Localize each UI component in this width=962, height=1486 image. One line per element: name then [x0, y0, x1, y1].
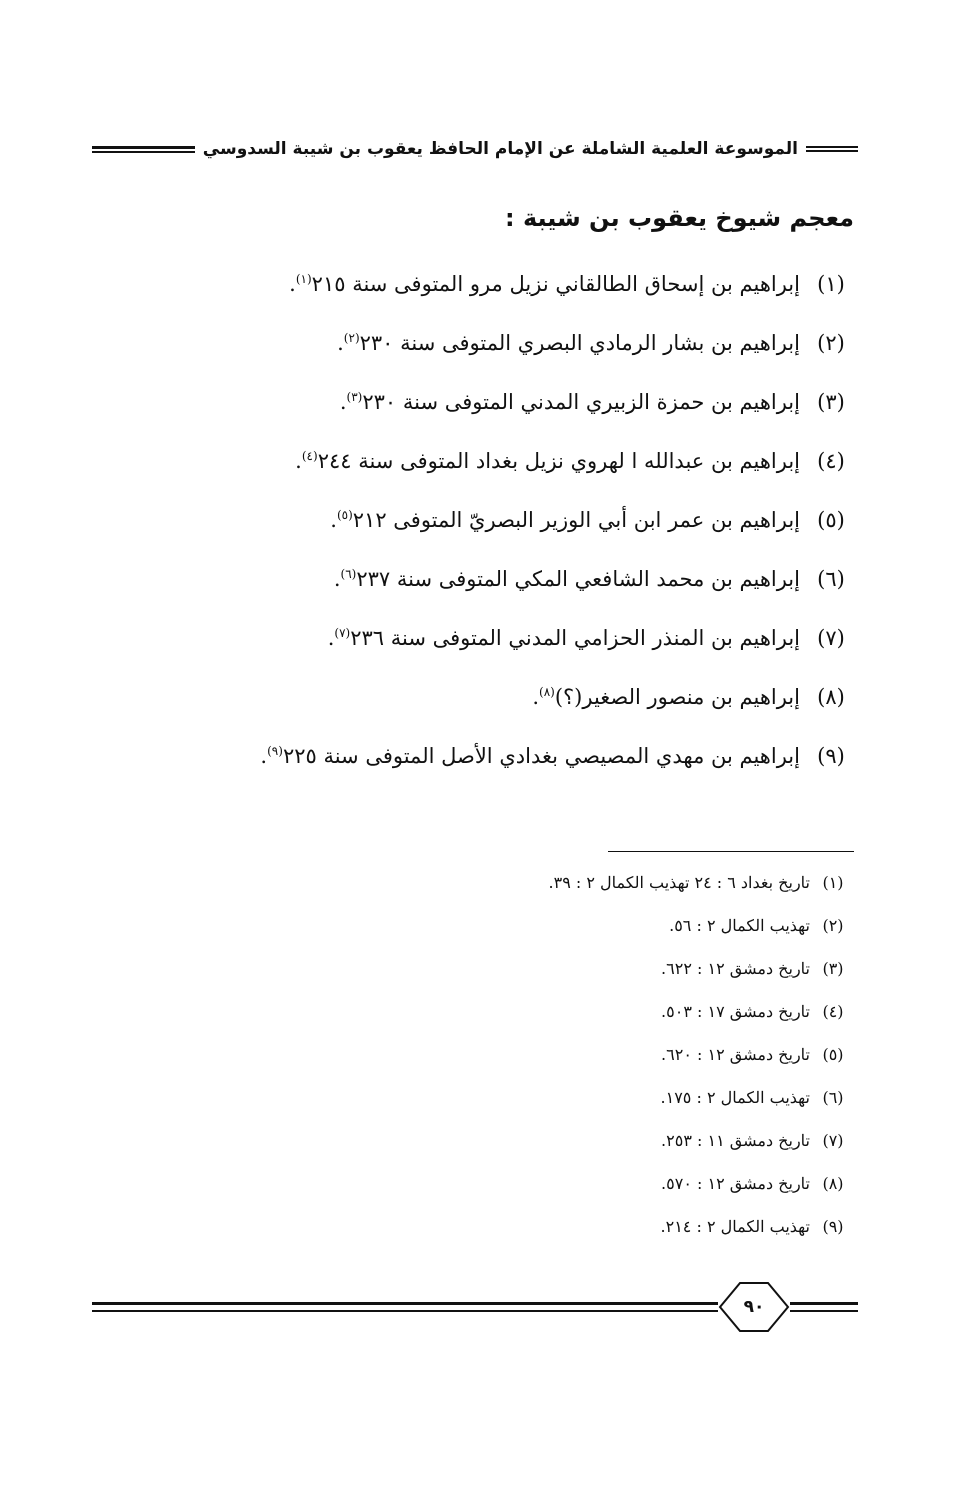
footnote-number: (٧) [822, 1131, 844, 1150]
entry-end: . [532, 685, 539, 709]
footnote-item [356, 1131, 856, 1174]
section-heading: معجم شيوخ يعقوب بن شيبة : [505, 204, 854, 232]
footer-rule-left [92, 1302, 718, 1312]
entry-body: إبراهيم بن محمد الشافعي المكي المتوفى سنة ٢٣٧ [356, 567, 800, 591]
entry-text [330, 508, 800, 532]
footnote-text: تهذيب الكمال ٢ : ٥٦. [669, 916, 810, 935]
entry-end: . [295, 449, 302, 473]
entry-text [260, 744, 800, 768]
footnote-number: (٣) [822, 959, 844, 978]
entry-number: (٦) [817, 567, 845, 591]
entry-item [142, 331, 862, 390]
entry-item [142, 390, 862, 449]
entry-body: إبراهيم بن عبدالله ا لهروي نزيل بغداد المتوفى سنة ٢٤٤ [317, 449, 800, 473]
footnote-text: تهذيب الكمال ٢ : ١٧٥. [660, 1088, 810, 1107]
entry-text [532, 685, 800, 709]
footnote-item [356, 959, 856, 1002]
footnote-item [356, 1045, 856, 1088]
entry-number: (٧) [817, 626, 845, 650]
entry-item [142, 744, 862, 803]
footnote-reference[interactable]: (٢) [343, 331, 360, 345]
entry-end: . [333, 567, 341, 591]
entry-number: (٤) [817, 449, 845, 473]
header-rule-right [806, 146, 858, 152]
entry-end: . [330, 508, 337, 532]
footnote-text: تاريخ دمشق ١٢ : ٥٧٠. [661, 1174, 810, 1193]
entry-body: إبراهيم بن عمر ابن أبي الوزير البصريّ المتوفى ٢١٢ [352, 508, 800, 532]
entry-body: إبراهيم بن إسحاق الطالقاني نزيل مرو المتوفى سنة ٢١٥ [311, 272, 800, 296]
entry-text [334, 567, 800, 591]
footnote-number: (٢) [822, 916, 844, 935]
footnote-text: تهذيب الكمال ٢ : ٢١٤. [660, 1217, 810, 1236]
footnote-reference[interactable]: (٣) [346, 390, 363, 404]
footnote-item [356, 1174, 856, 1217]
entry-text [340, 390, 800, 414]
footnote-separator [608, 851, 854, 852]
entry-end: . [289, 272, 296, 296]
footnote-number: (٨) [822, 1174, 844, 1193]
footnote-item [356, 1088, 856, 1131]
footnote-reference[interactable]: (٩) [267, 744, 283, 758]
entry-end: . [327, 626, 335, 650]
footnote-number: (١) [822, 873, 844, 892]
entry-number: (٣) [817, 390, 845, 414]
entry-text [328, 626, 800, 650]
footnote-number: (٥) [822, 1045, 844, 1064]
header-rule-left [92, 146, 195, 153]
entry-number: (١) [817, 272, 845, 296]
footnote-number: (٤) [822, 1002, 844, 1021]
footnote-number: (٩) [822, 1217, 844, 1236]
entry-text [295, 449, 800, 473]
entry-item [142, 567, 862, 626]
footnote-number: (٦) [822, 1088, 844, 1107]
footnote-reference[interactable]: (٧) [334, 626, 351, 640]
entry-text [337, 331, 800, 355]
footnote-text: تاريخ دمشق ١١ : ٢٥٣. [661, 1131, 810, 1150]
entries-list [142, 272, 862, 803]
entry-number: (٢) [817, 331, 845, 355]
entry-number: (٥) [817, 508, 845, 532]
footnote-reference[interactable]: (٦) [340, 567, 357, 581]
entry-number: (٩) [817, 744, 845, 768]
footer-rule-right [790, 1302, 858, 1312]
footnote-item [356, 916, 856, 959]
entry-body: إبراهيم بن المنذر الحزامي المدني المتوفى سنة ٢٣٦ [350, 626, 800, 650]
entry-item [142, 685, 862, 744]
entry-text [289, 272, 800, 296]
entry-item [142, 449, 862, 508]
entry-number: (٨) [817, 685, 845, 709]
footnote-item [356, 1217, 856, 1260]
page-number: ٩٠ [743, 1297, 765, 1317]
entry-body: إبراهيم بن حمزة الزبيري المدني المتوفى سنة ٢٣٠ [362, 390, 800, 414]
footnote-reference[interactable]: (٤) [301, 449, 318, 463]
entry-end: . [339, 390, 347, 414]
footnotes-list [356, 873, 856, 1260]
running-header-title: الموسوعة العلمية الشاملة عن الإمام الحافظ يعقوب بن شيبة السدوسي [202, 139, 798, 159]
entry-item [142, 272, 862, 331]
footnote-text: تاريخ بغداد ٦ : ٢٤ تهذيب الكمال ٢ : ٣٩. [548, 873, 810, 892]
footnote-text: تاريخ دمشق ١٧ : ٥٠٣. [661, 1002, 810, 1021]
running-header [92, 132, 858, 166]
page-number-badge [718, 1281, 790, 1333]
footnote-text: تاريخ دمشق ١٢ : ٦٢٢. [661, 959, 810, 978]
entry-end: . [337, 331, 344, 355]
footnote-reference[interactable]: (٥) [336, 508, 353, 522]
footnote-item [356, 1002, 856, 1045]
footnote-item [356, 873, 856, 916]
entry-item [142, 508, 862, 567]
entry-body: إبراهيم بن منصور الصغير(؟) [554, 685, 800, 709]
footnote-reference[interactable]: (١) [295, 272, 312, 286]
entry-end: . [260, 744, 268, 768]
footnote-text: تاريخ دمشق ١٢ : ٦٢٠. [661, 1045, 810, 1064]
footnote-reference[interactable]: (٨) [539, 685, 555, 699]
entry-body: إبراهيم بن بشار الرمادي البصري المتوفى سنة ٢٣٠ [359, 331, 800, 355]
entry-item [142, 626, 862, 685]
entry-body: إبراهيم بن مهدي المصيصي بغدادي الأصل المتوفى سنة ٢٢٥ [282, 744, 800, 768]
